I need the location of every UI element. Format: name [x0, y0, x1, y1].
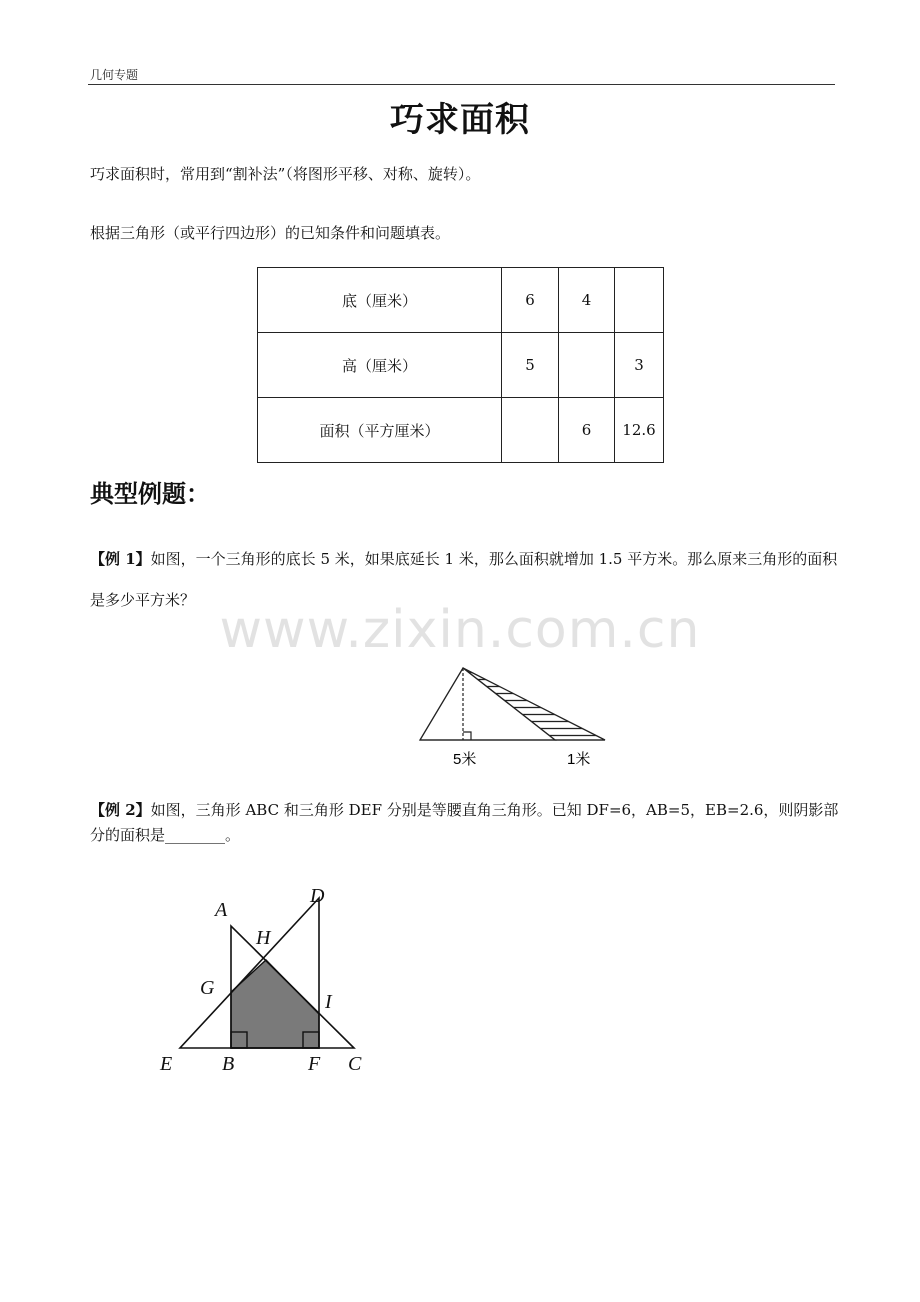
header-label: 几何专题: [90, 68, 139, 82]
table-cell: [559, 333, 615, 398]
label-h: H: [256, 927, 271, 949]
watermark: www.zixin.com.cn: [219, 600, 701, 660]
table-cell: 12.6: [615, 398, 664, 463]
table-cell: 5: [502, 333, 559, 398]
example-2-text: 如图，三角形 ABC 和三角形 DEF 分别是等腰直角三角形。已知 DF=6，AB=5，EB=2.6，则阴影部分的面积是________。: [90, 801, 839, 844]
label-d: D: [310, 885, 325, 907]
table-row: [258, 333, 664, 398]
label-c: C: [348, 1053, 362, 1075]
table-row: [258, 398, 664, 463]
label-b: B: [222, 1053, 235, 1075]
row-label: 面积（平方厘米）: [258, 398, 502, 463]
label-a: A: [215, 899, 228, 921]
example-2: [90, 798, 840, 848]
example-1-figure: [415, 662, 615, 772]
table-cell: 4: [559, 268, 615, 333]
example-2-figure: [150, 878, 390, 1078]
section-title: 典型例题：: [90, 480, 210, 508]
table-cell: [502, 398, 559, 463]
page-title: 巧求面积: [390, 100, 530, 140]
table-intro-text: 根据三角形（或平行四边形）的已知条件和问题填表。: [90, 224, 451, 242]
table-cell: 3: [615, 333, 664, 398]
fill-in-table: [257, 267, 664, 463]
row-label: 高（厘米）: [258, 333, 502, 398]
label-f: F: [308, 1053, 321, 1075]
table-cell: 6: [559, 398, 615, 463]
label-g: G: [200, 977, 215, 999]
label-e: E: [160, 1053, 173, 1075]
label-5m: 5米: [453, 751, 477, 768]
row-label: 底（厘米）: [258, 268, 502, 333]
example-1-text: 如图，一个三角形的底长 5 米，如果底延长 1 米，那么面积就增加 1.5 平方米。那么原来三角形的面积是多少平方米？: [90, 550, 838, 609]
example-2-tag: 【例 2】: [90, 801, 151, 819]
example-1-tag: 【例 1】: [90, 550, 151, 568]
table-cell: [615, 268, 664, 333]
table-cell: 6: [502, 268, 559, 333]
label-1m: 1米: [567, 751, 591, 768]
label-i: I: [325, 991, 332, 1013]
shaded-region: [231, 960, 319, 1048]
header-rule: [88, 84, 835, 85]
table-row: [258, 268, 664, 333]
intro-text: 巧求面积时，常用到“割补法”（将图形平移、对称、旋转）。: [90, 165, 481, 183]
